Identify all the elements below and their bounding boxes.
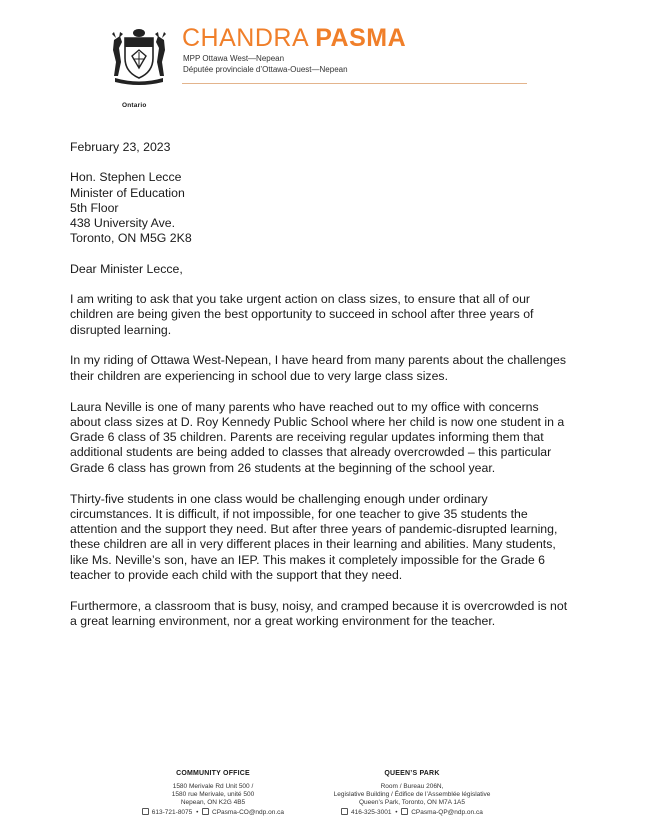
queens-park-heading: QUEEN’S PARK xyxy=(384,770,440,777)
bullet-separator: • xyxy=(395,808,398,816)
body-paragraph: Thirty-five students in one class would be challenging enough under ordinary circumstances. It is difficult, if not impossible, for one teacher to give 35 students the attention and the support they need. But after three years of pandemic-disrupted learning, these children are all in very different places in their learning and abilities. Many students, like Ms. Neville’s son, have an IEP. This makes it completely impossible for the Grade 6 teacher to provide each child with the support that they need. xyxy=(70,491,558,583)
community-office-block xyxy=(128,770,298,817)
mpp-last-name: PASMA xyxy=(315,24,407,52)
address-line: 438 University Ave. xyxy=(70,216,176,231)
ontario-coat-of-arms-icon xyxy=(110,28,168,86)
salutation: Dear Minister Lecce, xyxy=(70,261,183,276)
letterhead xyxy=(110,24,530,109)
body-paragraph: I am writing to ask that you take urgent action on class sizes, to ensure that all of our children are being given the best opportunity to succeed in school after three years of disrupted learning. xyxy=(70,292,534,337)
letter-date: February 23, 2023 xyxy=(70,140,171,154)
bullet-separator: • xyxy=(196,808,199,816)
mpp-name xyxy=(182,24,406,52)
footer-address-line: Room / Bureau 206N, xyxy=(380,783,444,790)
footer-address-line: Legislative Building / Édifice de l’Assemblée législative xyxy=(333,791,491,799)
community-office-heading: COMMUNITY OFFICE xyxy=(176,770,250,777)
address-line: Toronto, ON M5G 2K8 xyxy=(70,231,192,246)
footer-contact-line xyxy=(128,809,298,817)
address-line: Minister of Education xyxy=(70,185,185,200)
footer-address-line: 1580 Merivale Rd Unit 500 / xyxy=(172,783,254,790)
queens-park-phone[interactable]: 416-325-3001 xyxy=(350,808,392,816)
letter-body xyxy=(70,140,570,645)
body-paragraph: Furthermore, a classroom that is busy, noisy, and cramped because it is overcrowded is not a great learning environment, nor a great working environment for the teacher. xyxy=(70,598,568,629)
community-office-phone[interactable]: 613-721-8075 xyxy=(151,808,193,816)
queens-park-email[interactable]: CPasma-QP@ndp.on.ca xyxy=(411,808,483,816)
crest-caption: Ontario xyxy=(122,102,147,109)
email-icon xyxy=(202,808,209,815)
email-icon xyxy=(401,808,408,815)
body-paragraph: In my riding of Ottawa West-Nepean, I have heard from many parents about the challenges their children are experiencing in school due to very large class sizes. xyxy=(70,353,567,383)
address-line: 5th Floor xyxy=(70,200,119,215)
community-office-email[interactable]: CPasma-CO@ndp.on.ca xyxy=(212,808,284,816)
address-line: Hon. Stephen Lecce xyxy=(70,170,182,185)
footer-address-line: 1580 rue Merivale, unité 500 xyxy=(171,791,255,799)
footer-address-line: Queen’s Park, Toronto, ON M7A 1A5 xyxy=(359,799,465,807)
letter-footer xyxy=(0,770,645,830)
footer-address-line: Nepean, ON K2G 4B5 xyxy=(180,799,246,807)
mpp-first-name: CHANDRA xyxy=(182,24,308,52)
phone-icon xyxy=(341,808,348,815)
phone-icon xyxy=(142,808,149,815)
mpp-role-french: Députée provinciale d’Ottawa-Ouest—Nepean xyxy=(183,65,348,74)
mpp-role-english: MPP Ottawa West—Nepean xyxy=(183,54,285,63)
recipient-address xyxy=(70,170,570,246)
queens-park-block xyxy=(312,770,512,817)
body-paragraph: Laura Neville is one of many parents who have reached out to my office with concerns about class sizes at D. Roy Kennedy Public School where her child is now one student in a Grade 6 class of 35 children. Parents are receiving regular updates informing them that additional students are being added to classes that already overcrowded – this particular Grade 6 class has grown from 26 students at the beginning of the school year. xyxy=(70,399,565,475)
footer-contact-line xyxy=(312,809,512,817)
header-divider xyxy=(182,83,527,84)
